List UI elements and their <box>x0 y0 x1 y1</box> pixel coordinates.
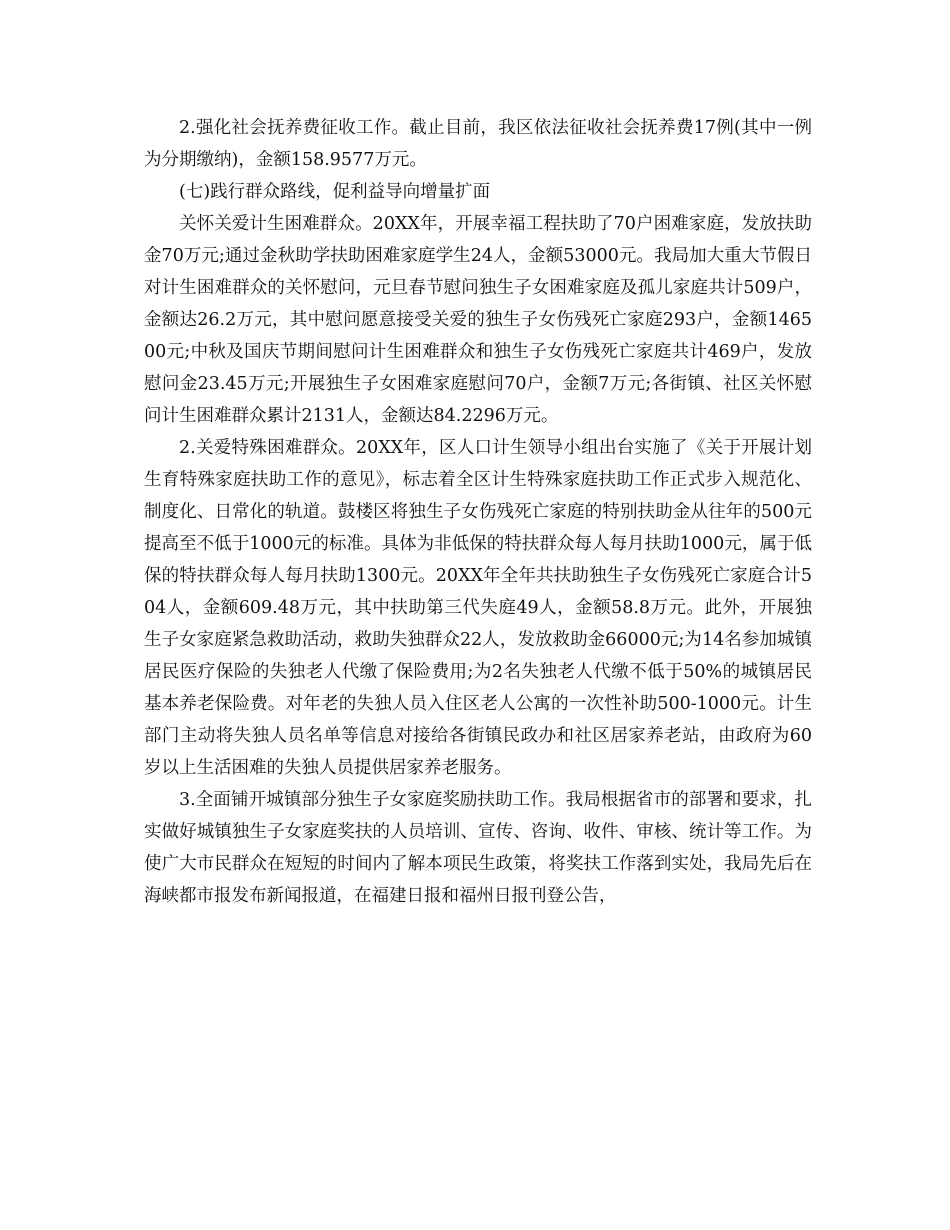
paragraph-urban-reward-support: 3.全面铺开城镇部分独生子女家庭奖励扶助工作。我局根据省市的部署和要求，扎实做好城镇独生子女家庭奖扶的人员培训、宣传、咨询、收件、审核、统计等工作。为使广大市民群众在短短的时间内了解本项民生政策，将奖扶工作落到实处，我局先后在海峡都市报发布新闻报道，在福建日报和福州日报刊登公告， <box>144 790 812 906</box>
paragraph-care-difficult-families: 关怀关爱计生困难群众。20XX年，开展幸福工程扶助了70户困难家庭，发放扶助金70万元;通过金秋助学扶助困难家庭学生24人，金额53000元。我局加大重大节假日对计生困难群众的关怀慰问，元旦春节慰问独生子女困难家庭及孤儿家庭共计509户，金额达26.2万元，其中慰问愿意接受关爱的独生子女伤残死亡家庭293户，金额146500元;中秋及国庆节期间慰问计生困难群众和独生子女伤残死亡家庭共计469户，发放慰问金23.45万元;开展独生子女困难家庭慰问70户，金额7万元;各街镇、社区关怀慰问计生困难群众累计2131人，金额达84.2296万元。 <box>144 214 812 426</box>
section-heading-seven: (七)践行群众路线，促利益导向增量扩面 <box>179 182 491 202</box>
paragraph-special-difficult-groups: 2.关爱特殊困难群众。20XX年，区人口计生领导小组出台实施了《关于开展计划生育特殊家庭扶助工作的意见》，标志着全区计生特殊家庭扶助工作正式步入规范化、制度化、日常化的轨道。鼓楼区将独生子女伤残死亡家庭的特别扶助金从往年的500元提高至不低于1000元的标准。具体为非低保的特扶群众每人每月扶助1000元，属于低保的特扶群众每人每月扶助1300元。20XX年全年共扶助独生子女伤残死亡家庭合计504人，金额609.48万元，其中扶助第三代失庭49人，金额58.8万元。此外，开展独生子女家庭紧急救助活动，救助失独群众22人，发放救助金66000元;为14名参加城镇居民医疗保险的失独老人代缴了保险费用;为2名失独老人代缴不低于50%的城镇居民基本养老保险费。对年老的失独人员入住区老人公寓的一次性补助500-1000元。计生部门主动将失独人员名单等信息对接给各街镇民政办和社区居家养老站，由政府为60岁以上生活困难的失独人员提供居家养老服务。 <box>144 438 812 778</box>
document-page <box>144 112 812 912</box>
paragraph-social-fee: 2.强化社会抚养费征收工作。截止目前，我区依法征收社会抚养费17例(其中一例为分期缴纳)，金额158.9577万元。 <box>144 118 812 170</box>
